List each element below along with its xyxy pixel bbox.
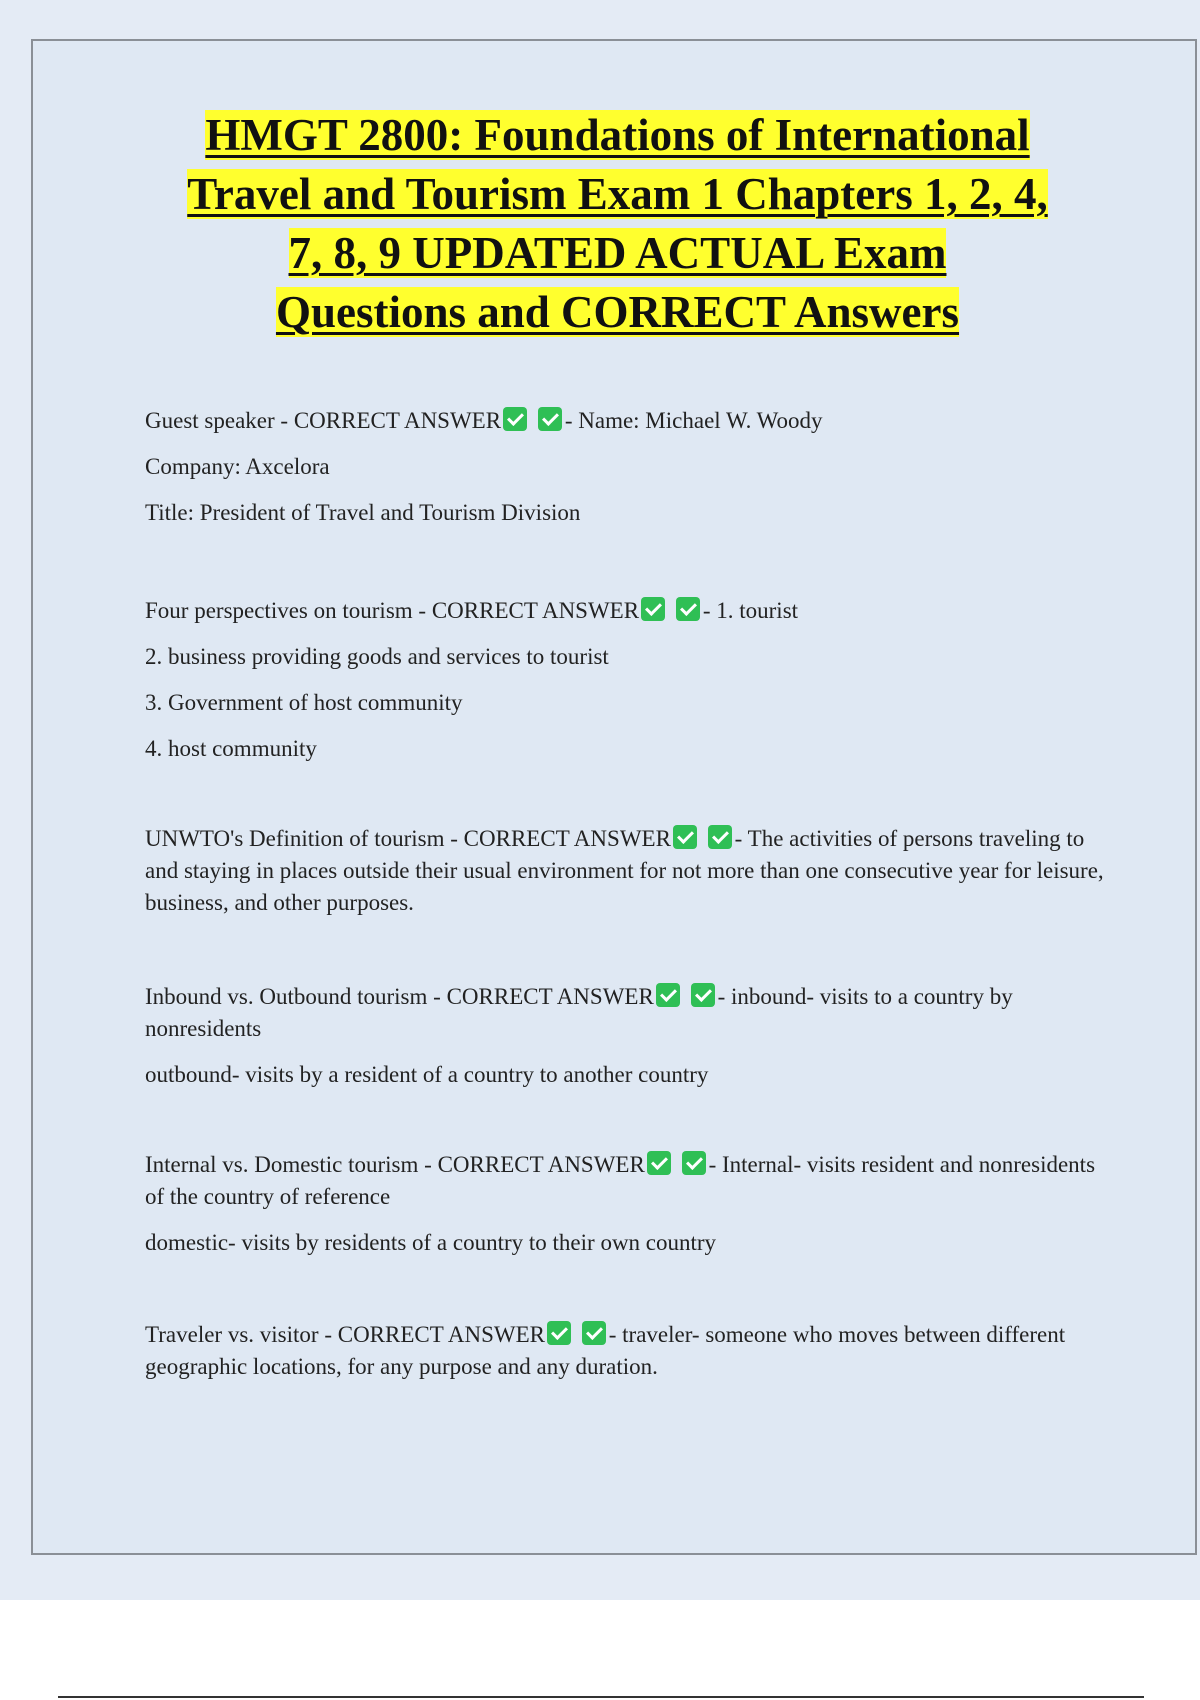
answer-marker: CORRECT ANSWER [431,598,640,623]
qa-term: Internal vs. Domestic tourism [145,1152,419,1177]
qa-answer: traveler- someone who moves between different geographic locations, for any purpose and any duration. [145,1322,1066,1379]
footer-divider [58,1696,1144,1698]
qa-question-line: Four perspectives on tourism - CORRECT ANSWER - 1. tourist [145,598,799,623]
answer-marker: CORRECT ANSWER [293,408,502,433]
qa-extra-line: 2. business providing goods and services to tourist [145,644,609,669]
qa-extra-line: 4. host community [145,736,317,761]
qa-term: UNWTO's Definition of tourism [145,826,445,851]
qa-answer: 1. tourist [716,598,799,623]
qa-entry [145,981,1105,1091]
check-icon [676,597,700,621]
qa-entry [145,595,1105,765]
qa-answer: inbound- visits to a country by nonresidents [145,984,1013,1041]
qa-extra-line: outbound- visits by a resident of a country to another country [145,1062,709,1087]
answer-marker: CORRECT ANSWER [463,826,671,851]
title-line: Travel and Tourism Exam 1 Chapters 1, 2, 4, [187,169,1048,219]
qa-term: Guest speaker [145,408,275,433]
check-icon [656,983,680,1007]
qa-extra-line: domestic- visits by residents of a country to their own country [145,1230,717,1255]
check-icon [538,407,562,431]
check-icon [682,1151,706,1175]
qa-term: Traveler vs. visitor [145,1322,319,1347]
title-line: HMGT 2800: Foundations of International [205,110,1030,160]
qa-list [145,405,1105,1383]
check-icon [582,1321,606,1345]
document-title [60,106,1175,342]
qa-extra-line: Company: Axcelora [145,454,330,479]
answer-marker: CORRECT ANSWER [337,1322,545,1347]
qa-entry [145,823,1105,919]
qa-extra-line: Title: President of Travel and Tourism Division [145,500,581,525]
check-icon [641,597,665,621]
check-icon [647,1151,671,1175]
qa-extra-line: 3. Government of host community [145,690,463,715]
title-line: 7, 8, 9 UPDATED ACTUAL Exam [288,228,947,278]
title-line: Questions and CORRECT Answers [275,287,960,337]
qa-entry [145,1149,1105,1259]
qa-answer: Internal- visits resident and nonresidents of the country of reference [145,1152,1096,1209]
qa-entry [145,1319,1105,1383]
qa-question-line: Guest speaker - CORRECT ANSWER - Name: Michael W. Woody [145,408,823,433]
qa-question-line: Traveler vs. visitor - CORRECT ANSWER - traveler- someone who moves between different geographic locations, for any purpose and any duration. [145,1322,1066,1379]
check-icon [673,825,697,849]
qa-answer: The activities of persons traveling to and staying in places outside their usual environment for not more than one consecutive year for leisure, business, and other purposes. [145,826,1104,915]
qa-term: Four perspectives on tourism [145,598,413,623]
qa-question-line: Inbound vs. Outbound tourism - CORRECT ANSWER - inbound- visits to a country by nonresidents [145,984,1013,1041]
answer-marker: CORRECT ANSWER [437,1152,645,1177]
check-icon [691,983,715,1007]
check-icon [708,825,732,849]
qa-answer: Name: Michael W. Woody [578,408,823,433]
qa-entry [145,405,1105,529]
qa-term: Inbound vs. Outbound tourism [145,984,428,1009]
check-icon [547,1321,571,1345]
qa-question-line: UNWTO's Definition of tourism - CORRECT ANSWER - The activities of persons traveling to and staying in places outside their usual environment for not more than one consecutive year for leisure, business, and other purposes. [145,826,1104,915]
answer-marker: CORRECT ANSWER [446,984,654,1009]
qa-question-line: Internal vs. Domestic tourism - CORRECT ANSWER - Internal- visits resident and nonresidents of the country of reference [145,1152,1096,1209]
check-icon [503,407,527,431]
